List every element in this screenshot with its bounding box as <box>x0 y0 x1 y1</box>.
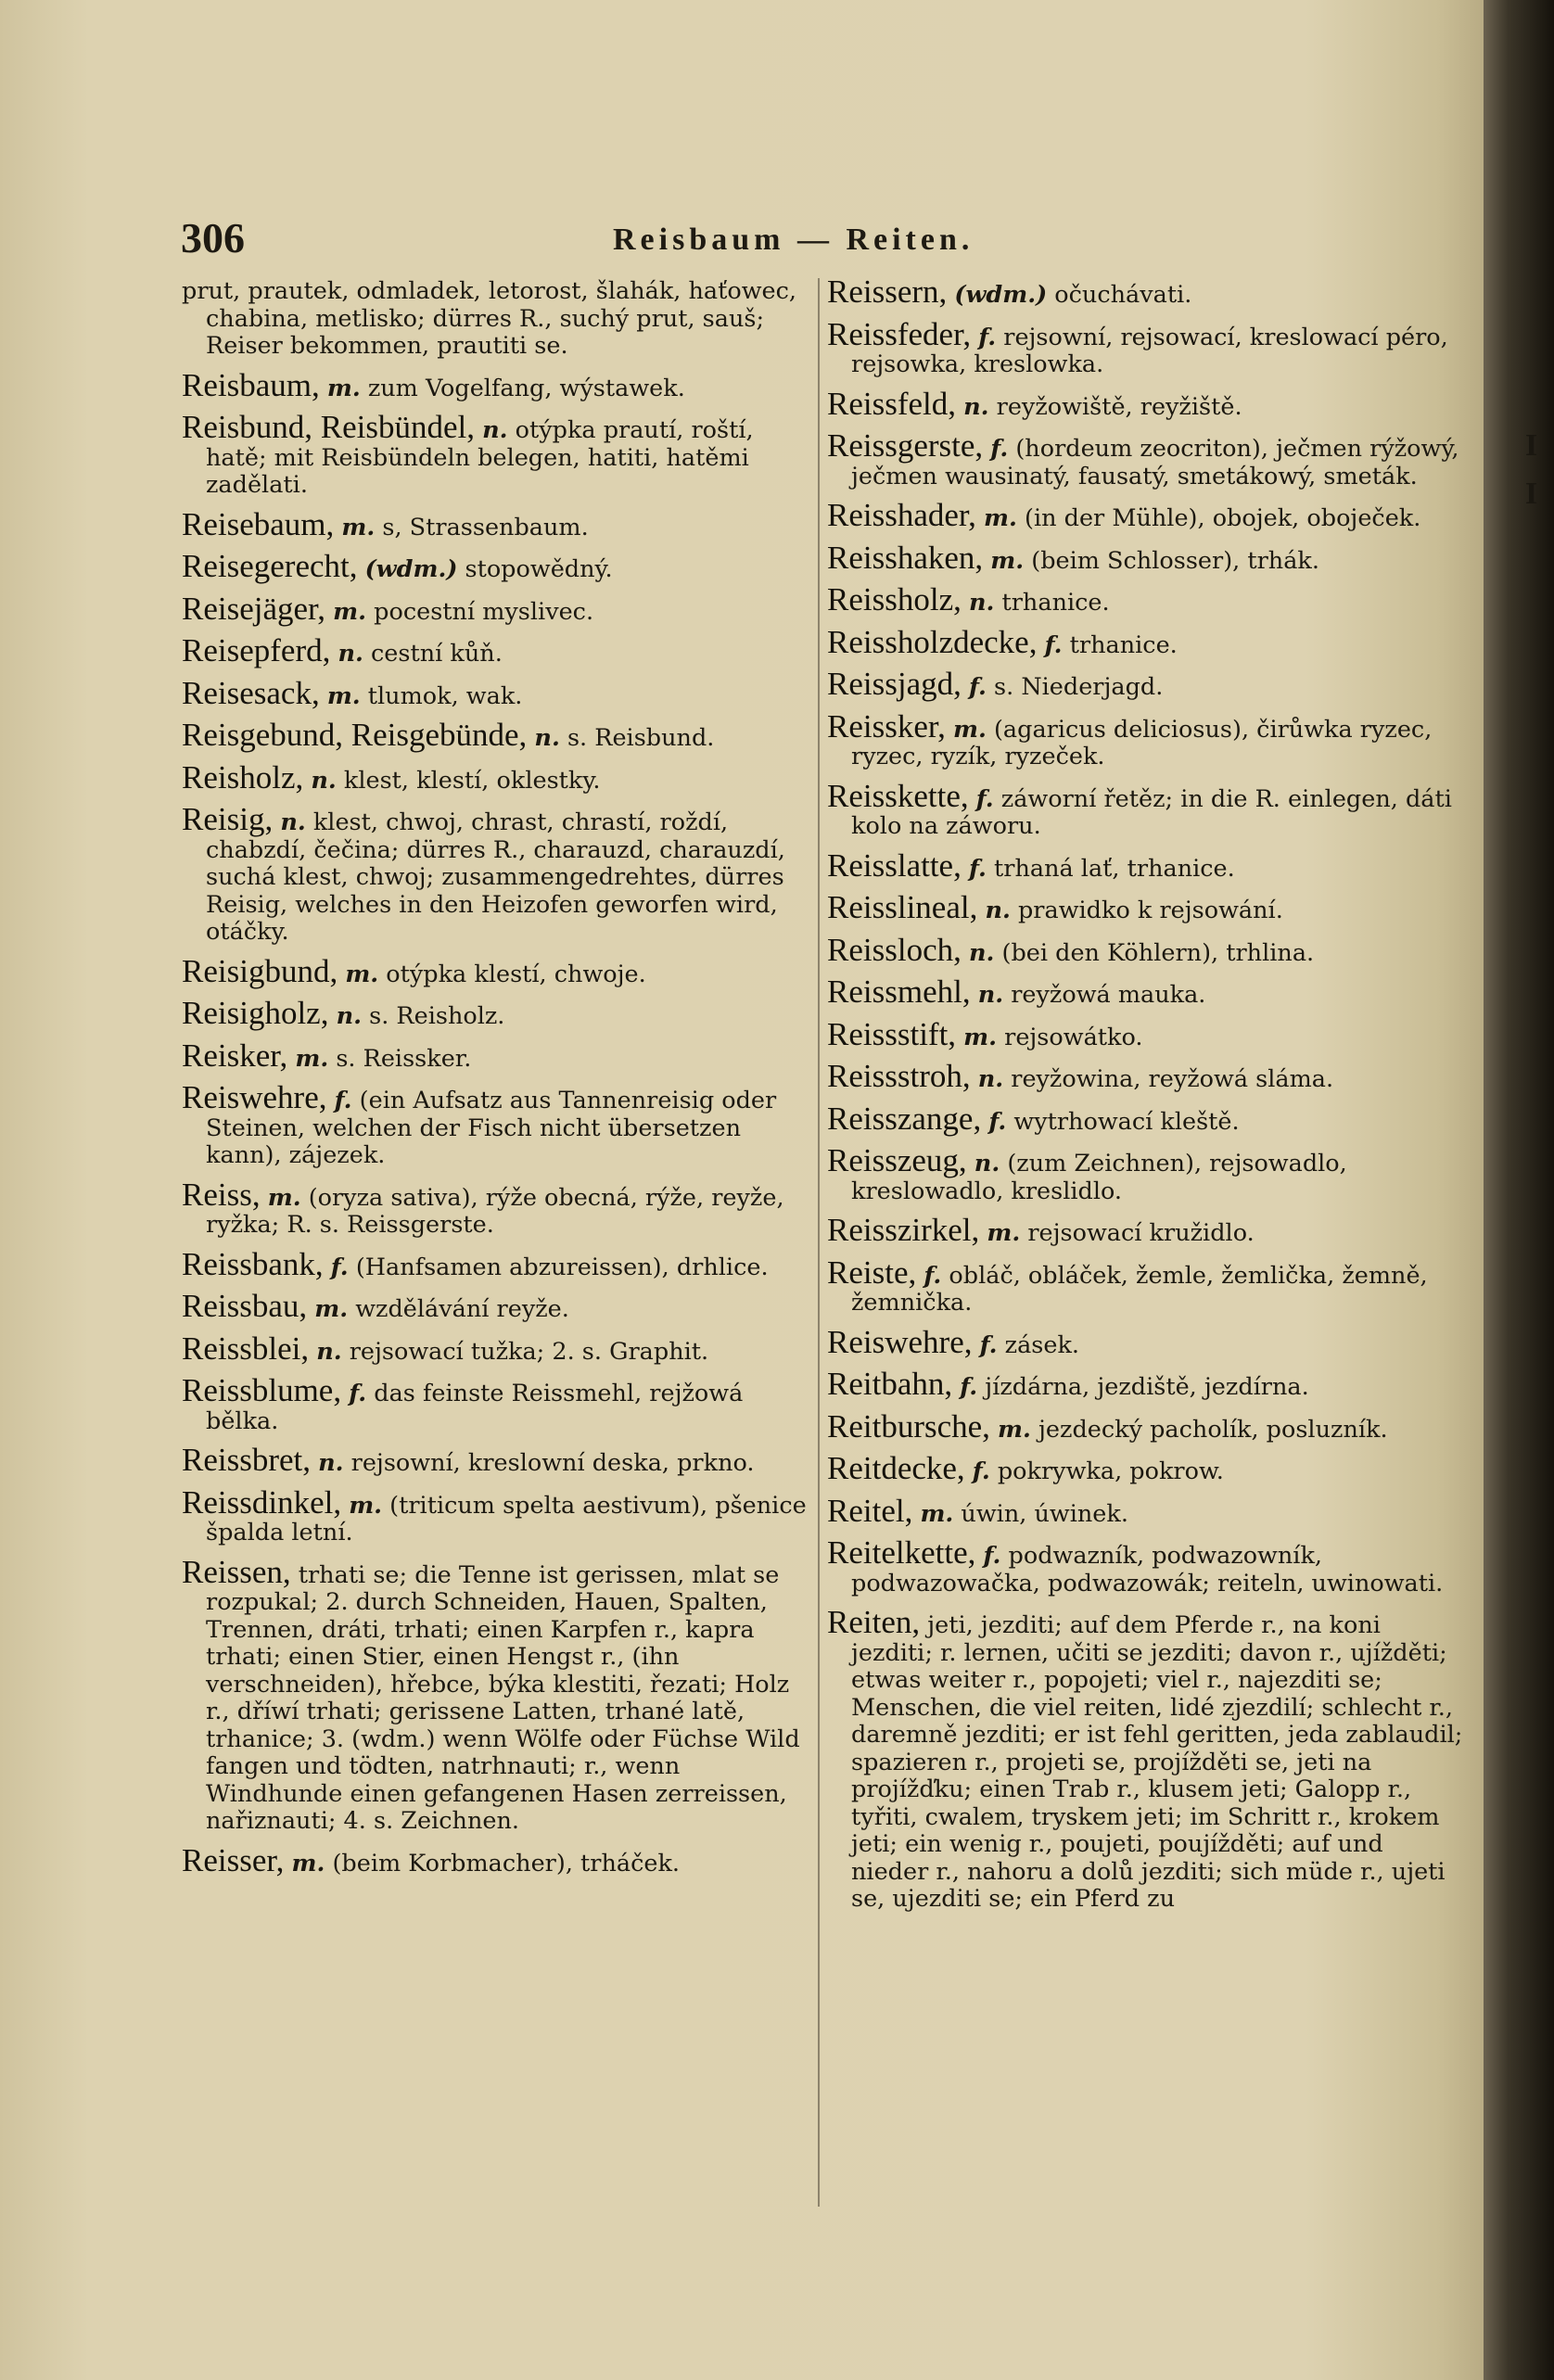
entry-grammar: m. <box>326 681 361 710</box>
entry-headword: Reisser, <box>182 1841 285 1878</box>
entry-definition: rejsowací tužka; 2. s. Graphit. <box>349 1337 709 1366</box>
entry-definition: očuchávati. <box>1054 281 1192 309</box>
entry-definition: (hordeum zeocriton), ječmen rýžowý, ječmen wausinatý, fausatý, smetákowý, smeták. <box>851 435 1459 490</box>
dictionary-entry <box>182 1037 809 1074</box>
entry-grammar: n. <box>316 1337 342 1366</box>
entry-grammar: n. <box>534 724 560 752</box>
entry-grammar: f. <box>349 1380 367 1407</box>
entry-headword: Reissholzdecke, <box>827 623 1038 660</box>
entry-grammar: n. <box>318 1449 344 1477</box>
dictionary-entry <box>827 427 1467 490</box>
entry-grammar: f. <box>975 784 994 813</box>
dictionary-entry <box>182 1245 809 1282</box>
dictionary-entry <box>827 777 1467 841</box>
entry-headword: Reissstroh, <box>827 1058 971 1094</box>
entry-headword: Reissdinkel, <box>182 1483 342 1521</box>
entry-grammar: m. <box>984 504 1017 532</box>
entry-headword: Reissbret, <box>182 1442 312 1478</box>
entry-headword: Reisker, <box>182 1037 288 1074</box>
column-divider <box>818 278 820 2207</box>
entry-definition: jeti, jezditi; auf dem Pferde r., na koni jezditi; r. lernen, učiti se jezditi; davon r., ujížděti; etwas weiter r., popojeti; viel r., najezditi se; Menschen, die viel reiten, lidé zjezdilí; schlecht r., daremně jezditi; er ist fehl geritten, jeda zablaudil; spazieren r., projeti se, projížděti se, jeti na projížďku; einen Trab r., klusem jeti; Galopp r., tyřiti, cwalem, tryskem jeti; im Schritt r., krokem jeti; ein wenig r., poujeti, poujížděti; auf und nieder r., nahoru a dolů jezditi; sich müde r., ujeti se, ujezditi se; ein Pferd zu <box>851 1611 1463 1913</box>
dictionary-entry <box>827 931 1467 968</box>
dictionary-entry <box>182 674 809 711</box>
entry-headword: Reisskette, <box>827 777 969 814</box>
dictionary-entry <box>182 505 809 542</box>
entry-definition: (agaricus deliciosus), čirůwka ryzec, ryzec, ryzík, ryzeček. <box>851 715 1433 770</box>
entry-grammar: n. <box>985 897 1011 924</box>
entry-grammar: n. <box>977 1065 1004 1093</box>
dictionary-entry <box>827 1492 1467 1529</box>
entry-headword: Reiste, <box>827 1254 917 1291</box>
entry-definition: rejsowací kružidlo. <box>1027 1219 1255 1247</box>
book-spine <box>1484 0 1554 2380</box>
entry-headword: Reisegerecht, <box>182 548 358 584</box>
dictionary-entry <box>182 278 809 361</box>
dictionary-entry <box>182 952 809 989</box>
entry-grammar: f. <box>1044 630 1063 659</box>
entry-definition: s. Reissker. <box>336 1044 472 1073</box>
entry-headword: Reissjagd, <box>827 666 962 702</box>
entry-definition: s. Reisholz. <box>369 1002 505 1030</box>
entry-grammar: m. <box>267 1183 301 1212</box>
dictionary-entry <box>827 274 1467 310</box>
entry-definition: obláč, obláček, žemle, žemlička, žemně, žemnička. <box>851 1261 1428 1317</box>
entry-definition: wzdělávání reyže. <box>355 1295 569 1323</box>
entry-headword: Reissker, <box>827 707 946 745</box>
entry-grammar: f. <box>988 1107 1007 1136</box>
edge-mark: I <box>1525 428 1538 463</box>
entry-definition: trhanice. <box>1001 589 1110 617</box>
dictionary-entry <box>827 623 1467 660</box>
entry-definition: rejsowní, kreslowní deska, prkno. <box>350 1449 755 1477</box>
entry-definition: úwin, úwinek. <box>961 1499 1128 1528</box>
dictionary-entry <box>827 1323 1467 1360</box>
entry-definition: tlumok, wak. <box>367 681 523 710</box>
entry-definition: prut, prautek, odmladek, letorost, šlahák, haťowec, chabina, metlisko; dürres R., suchý prut, sauš; Reiser bekommen, prautiti se. <box>182 277 797 360</box>
entry-headword: Reissholz, <box>827 581 962 617</box>
entry-headword: Reissblume, <box>182 1372 342 1408</box>
entry-grammar: m. <box>987 1219 1021 1247</box>
entry-headword: Reisslineal, <box>827 889 978 925</box>
entry-definition: prawidko k rejsowání. <box>1017 897 1283 924</box>
entry-definition: zásek. <box>1004 1330 1080 1359</box>
entry-grammar: m. <box>326 374 361 402</box>
entry-grammar: f. <box>968 854 987 883</box>
entry-headword: Reisepferd, <box>182 632 331 668</box>
entry-headword: Reiswehre, <box>182 1079 327 1115</box>
entry-definition: trhanice. <box>1069 630 1178 659</box>
entry-grammar: m. <box>920 1499 954 1528</box>
entry-definition: trhaná lať, trhanice. <box>994 854 1235 883</box>
entry-headword: Reissstift, <box>827 1015 957 1052</box>
dictionary-entry <box>827 1212 1467 1248</box>
entry-headword: Reitelkette, <box>827 1534 976 1571</box>
entry-grammar: n. <box>280 808 306 836</box>
right-column <box>827 274 1467 1925</box>
entry-definition: reyžowá mauka. <box>1011 981 1206 1009</box>
entry-grammar: n. <box>977 981 1004 1009</box>
entry-grammar: f. <box>972 1457 990 1485</box>
entry-headword: Reisholz, <box>182 758 304 795</box>
dictionary-entry <box>182 1288 809 1324</box>
dictionary-entry <box>827 1450 1467 1486</box>
entry-definition: reyžowiště, reyžiště. <box>996 392 1242 421</box>
entry-headword: Reissfeld, <box>827 385 957 422</box>
entry-definition: s, Strassenbaum. <box>382 513 589 541</box>
entry-definition: (zum Zeichnen), rejsowadlo, kreslowadlo, kreslidlo. <box>851 1150 1347 1205</box>
entry-headword: Reisgebund, Reisgebünde, <box>182 717 528 753</box>
entry-definition: (bei den Köhlern), trhlina. <box>1001 938 1315 967</box>
dictionary-entry <box>182 801 809 947</box>
edge-mark: I <box>1525 477 1538 511</box>
entry-grammar: f. <box>990 435 1009 463</box>
entry-grammar: m. <box>291 1849 325 1877</box>
entry-grammar: f. <box>983 1542 1001 1570</box>
entry-definition: trhati se; die Tenne ist gerissen, mlat se rozpukal; 2. durch Schneiden, Hauen, Spalten, Trennen, dráti, trhati; einen Karpfen r., kapra trhati; einen Stier, einen Hengst r., (ihn verschneiden), hřebce, býka klestiti, řezati; Holz r., dříwí trhati; gerissene Latten, trhané latě, trhanice; 3. (wdm.) wenn Wölfe oder Füchse Wild fangen und tödten, natrhnauti; r., wenn Windhunde einen gefangenen Hasen zerreissen, nařiznauti; 4. s. Zeichnen. <box>206 1560 800 1835</box>
entry-definition: jezdecký pacholík, posluzník. <box>1038 1415 1388 1444</box>
entry-grammar: f. <box>960 1373 978 1401</box>
entry-definition: (beim Korbmacher), trháček. <box>332 1849 681 1877</box>
entry-grammar: m. <box>295 1044 329 1073</box>
entry-headword: Reiten, <box>827 1604 921 1640</box>
entry-grammar: n. <box>968 589 995 617</box>
entry-headword: Reisslatte, <box>827 846 962 884</box>
dictionary-entry <box>182 995 809 1031</box>
entry-definition: das feinste Reissmehl, rejžowá bělka. <box>206 1380 744 1435</box>
entry-headword: Reissfeder, <box>827 315 972 352</box>
entry-headword: Reissbank, <box>182 1245 324 1282</box>
entry-grammar: f. <box>978 323 997 351</box>
entry-definition: s. Niederjagd. <box>994 673 1164 701</box>
dictionary-entry <box>827 889 1467 925</box>
entry-grammar: f. <box>923 1261 942 1290</box>
entry-headword: Reissbau, <box>182 1288 308 1324</box>
dictionary-entry <box>827 1604 1467 1914</box>
dictionary-entry <box>827 315 1467 379</box>
entry-grammar: f. <box>968 673 987 701</box>
dictionary-entry <box>827 666 1467 702</box>
entry-headword: Reissmehl, <box>827 974 971 1010</box>
dictionary-entry <box>182 1079 809 1170</box>
entry-headword: Reiswehre, <box>827 1323 973 1360</box>
entry-definition: (oryza sativa), rýže obecná, rýže, reyže, ryžka; R. s. Reissgerste. <box>206 1183 784 1239</box>
entry-grammar: n. <box>336 1002 362 1030</box>
entry-headword: Reisejäger, <box>182 590 326 627</box>
dictionary-entry <box>182 1176 809 1240</box>
entry-grammar: f. <box>334 1087 352 1114</box>
entry-headword: Reitbahn, <box>827 1366 953 1402</box>
dictionary-entry <box>182 1841 809 1878</box>
entry-headword: Reisigbund, <box>182 952 338 989</box>
entry-definition: otýpka prautí, roští, hatě; mit Reisbündeln belegen, hatiti, hatěmi zadělati. <box>206 416 754 499</box>
entry-headword: Reisshaken, <box>827 539 984 576</box>
dictionary-entry <box>827 1100 1467 1137</box>
entry-definition: klest, klestí, oklestky. <box>343 766 601 795</box>
entry-headword: Reisszange, <box>827 1100 982 1137</box>
entry-grammar: m. <box>998 1415 1031 1444</box>
entry-grammar: f. <box>330 1253 349 1281</box>
dictionary-entry <box>182 717 809 753</box>
dictionary-entry <box>827 707 1467 771</box>
entry-headword: Reissern, <box>827 274 948 310</box>
entry-definition: pocestní myslivec. <box>374 597 594 626</box>
entry-definition: s. Reisbund. <box>567 724 715 752</box>
entry-definition: jízdárna, jezdiště, jezdírna. <box>985 1373 1309 1401</box>
entry-definition: zum Vogelfang, wýstawek. <box>367 374 685 402</box>
dictionary-entry <box>182 1483 809 1547</box>
entry-definition: reyžowina, reyžowá sláma. <box>1011 1065 1334 1093</box>
entry-definition: wytrhowací kleště. <box>1013 1107 1240 1136</box>
entry-definition: otýpka klestí, chwoje. <box>386 960 646 988</box>
page-header <box>181 213 1460 269</box>
entry-grammar: n. <box>311 766 337 795</box>
dictionary-entry <box>182 632 809 668</box>
entry-grammar: n. <box>974 1150 1000 1177</box>
entry-definition: stopowědný. <box>465 555 613 583</box>
entry-headword: Reiss, <box>182 1176 261 1213</box>
entry-grammar: (wdm.) <box>954 281 1048 309</box>
entry-definition: pokrywka, pokrow. <box>997 1457 1224 1485</box>
dictionary-entry <box>182 366 809 403</box>
entry-definition: rejsowátko. <box>1004 1023 1143 1051</box>
entry-grammar: m. <box>953 715 987 744</box>
entry-headword: Reitbursche, <box>827 1407 990 1445</box>
dictionary-entry <box>182 590 809 627</box>
entry-headword: Reitdecke, <box>827 1450 965 1486</box>
dictionary-entry <box>182 1372 809 1435</box>
dictionary-entry <box>182 1553 809 1836</box>
entry-definition: (beim Schlosser), trhák. <box>1031 546 1319 575</box>
dictionary-entry <box>827 1254 1467 1317</box>
dictionary-entry <box>827 974 1467 1010</box>
entry-grammar: n. <box>968 938 995 967</box>
entry-grammar: n. <box>963 392 989 421</box>
entry-headword: Reisszirkel, <box>827 1212 980 1248</box>
entry-headword: Reisszeug, <box>827 1142 967 1178</box>
entry-headword: Reissblei, <box>182 1330 310 1367</box>
entry-definition: (ein Aufsatz aus Tannenreisig oder Steinen, welchen der Fisch nicht übersetzen kann), zájezek. <box>206 1087 777 1169</box>
entry-headword: Reisbund, Reisbündel, <box>182 409 475 445</box>
entry-grammar: m. <box>333 597 367 626</box>
entry-headword: Reissen, <box>182 1553 291 1590</box>
running-head: Reisbaum — Reiten. <box>613 223 974 257</box>
dictionary-entry <box>182 548 809 584</box>
entry-headword: Reisig, <box>182 801 274 837</box>
entry-grammar: m. <box>345 960 379 988</box>
entry-grammar: m. <box>990 546 1025 575</box>
page-number: 306 <box>181 214 245 261</box>
entry-headword: Reisesack, <box>182 674 320 711</box>
entry-definition: (in der Mühle), obojek, oboječek. <box>1025 504 1421 532</box>
entry-grammar: m. <box>349 1491 383 1520</box>
entry-headword: Reisebaum, <box>182 505 335 542</box>
entry-headword: Reisigholz, <box>182 995 329 1031</box>
entry-grammar: m. <box>341 513 376 541</box>
entry-grammar: f. <box>979 1330 998 1359</box>
entry-grammar: (wdm.) <box>364 555 458 583</box>
entry-grammar: n. <box>482 416 508 444</box>
dictionary-entry <box>827 1407 1467 1445</box>
entry-headword: Reissloch, <box>827 931 962 968</box>
entry-headword: Reitel, <box>827 1492 913 1529</box>
entry-definition: (triticum spelta aestivum), pšenice špalda letní. <box>206 1491 807 1546</box>
dictionary-entry <box>182 1442 809 1478</box>
entry-headword: Reissgerste, <box>827 427 984 464</box>
dictionary-entry <box>827 1366 1467 1402</box>
left-column <box>182 278 809 1889</box>
dictionary-entry <box>827 497 1467 533</box>
dictionary-entry <box>182 1330 809 1367</box>
entry-grammar: n. <box>338 640 363 668</box>
entry-headword: Reisshader, <box>827 497 976 533</box>
dictionary-entry <box>827 1058 1467 1094</box>
dictionary-entry <box>827 1534 1467 1597</box>
entry-definition: cestní kůň. <box>371 640 503 668</box>
dictionary-entry <box>827 385 1467 422</box>
entry-definition: klest, chwoj, chrast, chrastí, roždí, chabzdí, čečina; dürres R., charauzd, charauzdí, suchá klest, chwoj; zusammengedrehtes, dürres Reisig, welches in den Heizofen geworfen wird, otáčky. <box>206 808 785 946</box>
entry-grammar: m. <box>314 1295 349 1323</box>
entry-definition: rejsowní, rejsowací, kreslowací péro, rejsowka, kreslowka. <box>851 323 1448 378</box>
dictionary-entry <box>182 758 809 795</box>
dictionary-entry <box>827 1015 1467 1052</box>
dictionary-entry <box>182 409 809 500</box>
entry-definition: podwazník, podwazowník, podwazowačka, podwazowák; reiteln, uwinowati. <box>851 1542 1444 1597</box>
dictionary-entry <box>827 581 1467 617</box>
entry-headword: Reisbaum, <box>182 366 320 403</box>
dictionary-entry <box>827 846 1467 884</box>
entry-definition: (Hanfsamen abzureissen), drhlice. <box>355 1253 769 1281</box>
entry-definition: záworní řetěz; in die R. einlegen, dáti kolo na záworu. <box>851 784 1452 840</box>
facing-page-edge <box>1525 422 1553 518</box>
dictionary-entry <box>827 539 1467 576</box>
dictionary-entry <box>827 1142 1467 1205</box>
entry-grammar: m. <box>963 1023 998 1051</box>
